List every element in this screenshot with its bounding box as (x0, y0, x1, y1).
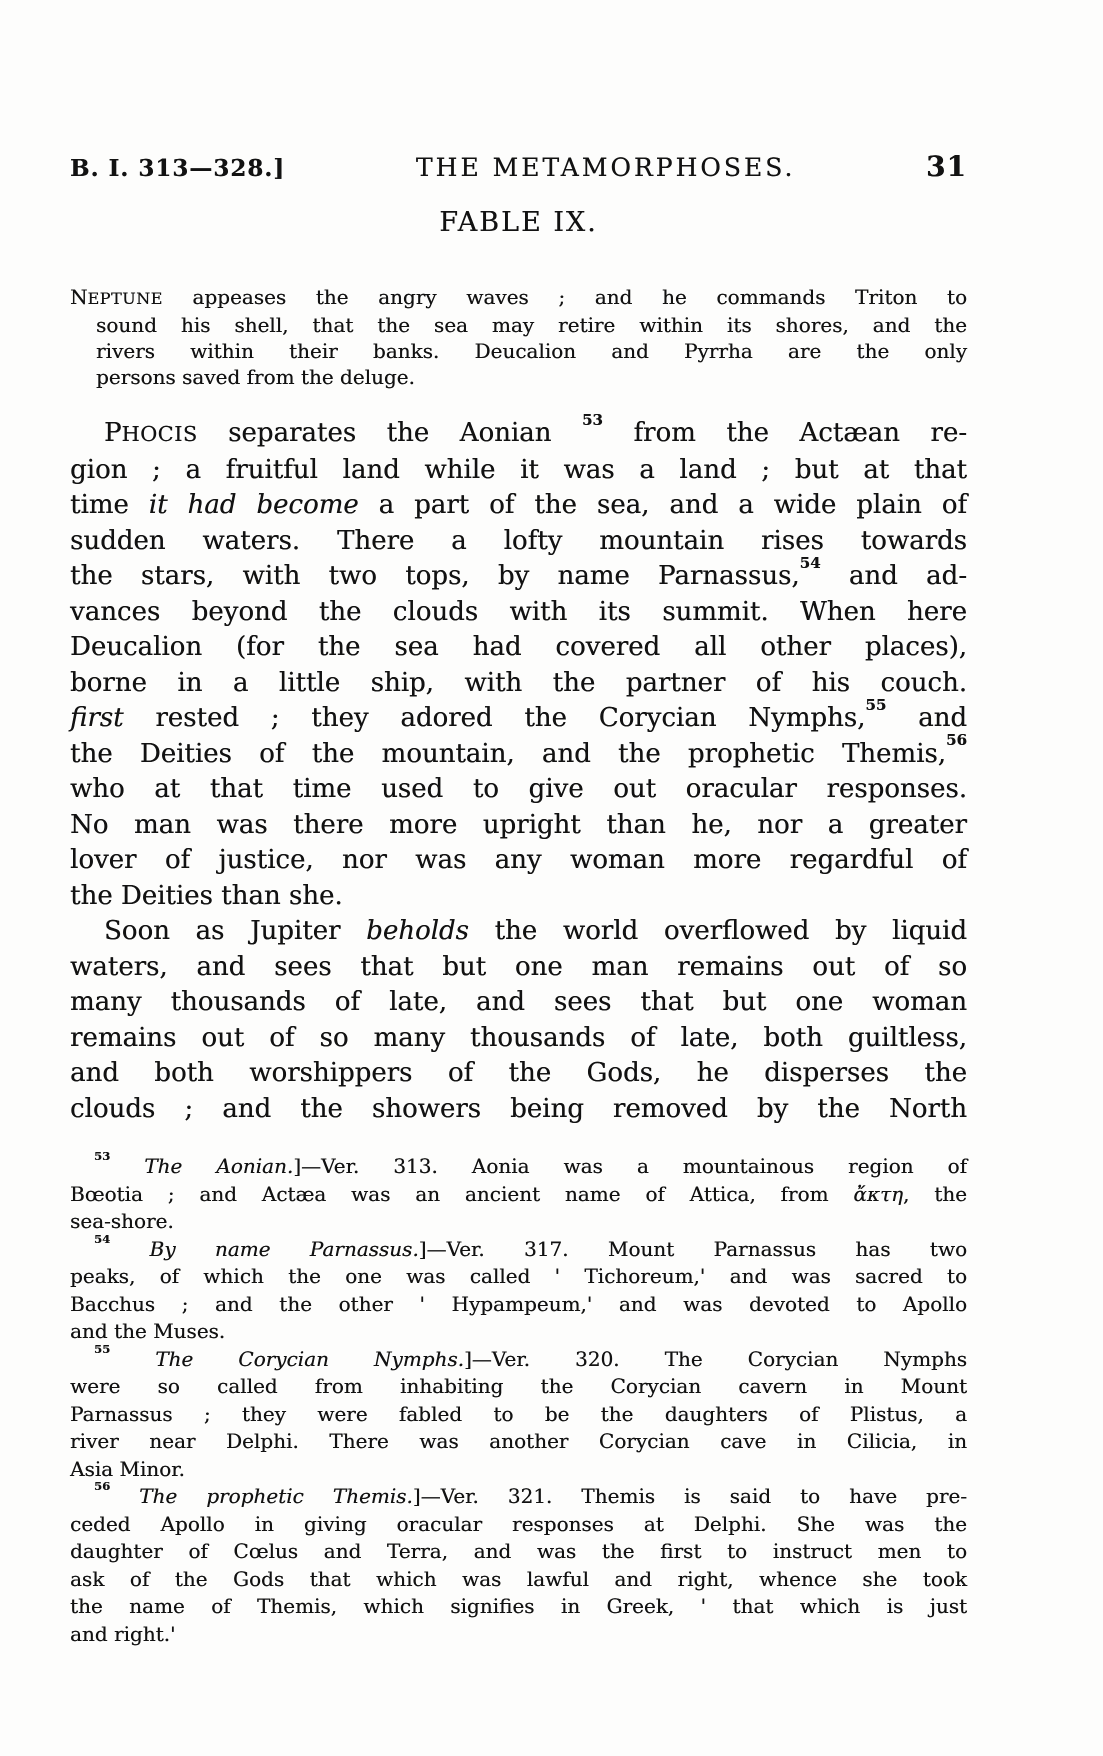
text-line: the stars, with two tops, by name Parnassus,$^{54}$ and ad- (70, 553, 967, 591)
text-line: PHOCIS separates the Aonian $^{53}$ from the Actæan re- (104, 410, 967, 448)
text-line: time it had become a part of the sea, and a wide plain of (70, 490, 967, 520)
footnote (70, 1231, 968, 1346)
text-line: waters, and sees that but one man remains out of so (70, 951, 967, 982)
footnotes-section (70, 1149, 968, 1648)
text-line: many thousands of late, and sees that but one woman (70, 987, 967, 1017)
text-line: $^{54}$ By name Parnassus.]—Ver. 317. Mount Parnassus has two (94, 1231, 968, 1261)
text-line: the name of Themis, which signifies in Greek, ' that which is just (70, 1594, 967, 1618)
text-line: ask of the Gods that which was lawful and right, whence she took (70, 1566, 967, 1591)
body-paragraph (70, 914, 967, 1127)
text-line: borne in a little ship, with the partner of his couch. (70, 667, 967, 698)
page-content (70, 0, 967, 1648)
text-line: persons saved from the deluge. (96, 365, 415, 389)
page-header (70, 150, 967, 183)
text-line: were so called from inhabiting the Corycian cavern in Mount (70, 1374, 967, 1398)
text-line: gion ; a fruitful land while it was a land ; but at that (70, 454, 967, 485)
text-line: $^{56}$ The prophetic Themis.]—Ver. 321. Themis is said to have pre- (94, 1479, 967, 1508)
text-line: lover of justice, nor was any woman more regardful of (70, 845, 967, 875)
page-number: 31 (926, 150, 967, 183)
text-line: ceded Apollo in giving oracular responses at Delphi. She was the (70, 1511, 967, 1536)
footnote (70, 1149, 967, 1236)
text-line: rivers within their banks. Deucalion and Pyrrha are the only (96, 339, 967, 363)
text-line: first rested ; they adored the Corycian Nymphs,$^{55}$ and (70, 695, 968, 733)
text-line: $^{53}$ The Aonian.]—Ver. 313. Aonia was a mountainous region of (94, 1149, 967, 1178)
fable-heading: FABLE IX. (439, 207, 598, 238)
text-line: Deucalion (for the sea had covered all other places), (70, 632, 967, 662)
text-line: the Deities of the mountain, and the prophetic Themis,$^{56}$ (70, 731, 967, 769)
text-line: remains out of so many thousands of late, both guiltless, (70, 1022, 967, 1053)
text-line: peaks, of which the one was called ' Tichoreum,' and was sacred to (70, 1264, 967, 1288)
text-line: No man was there more upright than he, nor a greater (70, 809, 967, 840)
body-paragraph (70, 410, 968, 914)
text-line: $^{55}$ The Corycian Nymphs.]—Ver. 320. The Corycian Nymphs (94, 1341, 968, 1371)
text-line: and both worshippers of the Gods, he disperses the (70, 1058, 967, 1088)
book-reference: B. I. 313—328.] (70, 155, 286, 182)
argument-summary (70, 284, 967, 390)
footnote (70, 1479, 967, 1648)
text-line: who at that time used to give out oracular responses. (70, 774, 967, 804)
text-line: and right.' (70, 1621, 176, 1646)
text-line: Bœotia ; and Actæa was an ancient name of Attica, from ἄκτη, the (70, 1181, 967, 1206)
text-line: river near Delphi. There was another Corycian cave in Cilicia, in (70, 1429, 967, 1453)
text-line: NEPTUNE appeases the angry waves ; and he commands Triton to (70, 285, 967, 309)
text-line: Parnassus ; they were fabled to be the daughters of Plistus, a (70, 1401, 967, 1426)
body-text (70, 410, 968, 1127)
running-title: THE METAMORPHOSES. (415, 153, 796, 182)
text-line: sea-shore. (70, 1209, 174, 1233)
text-line: and the Muses. (70, 1319, 226, 1343)
text-line: Bacchus ; and the other ' Hypampeum,' and was devoted to Apollo (70, 1291, 967, 1316)
text-line: sudden waters. There a lofty mountain rises towards (70, 525, 967, 556)
footnote (70, 1341, 968, 1484)
text-line: Soon as Jupiter beholds the world overflowed by liquid (104, 916, 967, 946)
text-line: Asia Minor. (70, 1456, 185, 1481)
text-line: clouds ; and the showers being removed by the North (70, 1093, 967, 1124)
text-line: sound his shell, that the sea may retire within its shores, and the (96, 313, 967, 337)
text-line: the Deities than she. (70, 880, 343, 911)
text-line: daughter of Cœlus and Terra, and was the first to instruct men to (70, 1539, 967, 1563)
text-line: vances beyond the clouds with its summit. When here (70, 596, 967, 627)
